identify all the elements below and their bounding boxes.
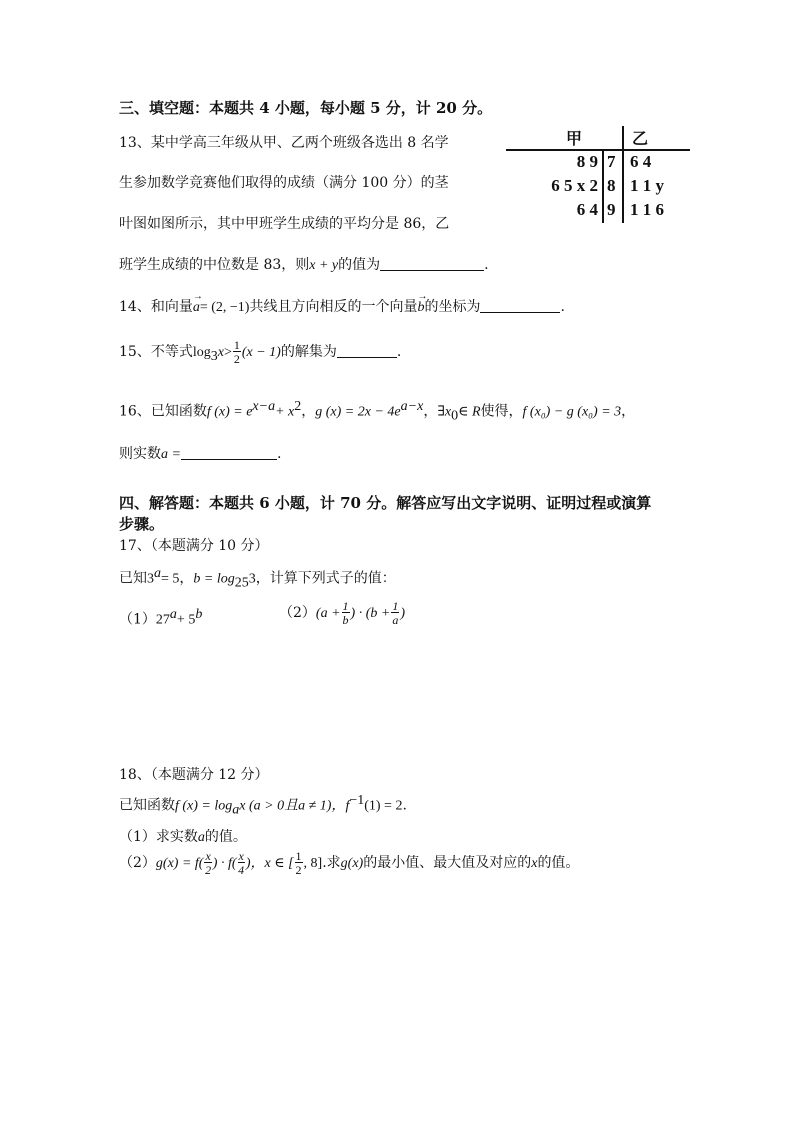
q14-end: . [560,299,565,315]
q18-given [119,793,407,818]
q15-post: 的解集为 [280,344,337,360]
vector-arrow-icon: → [417,291,428,302]
q17-part1-exp1: a [169,607,177,622]
stem-leaf-row3-right: 1 1 6 [630,200,664,219]
q13-line4-post: 的值为 [338,257,381,273]
q15-end: . [396,344,402,360]
q17-part2-fraction1: $\frac{1}{b}$ [342,599,349,627]
q18-part2-post-pre: .求 [322,855,341,871]
q18-part2-g: g(x) = f( [155,856,204,871]
stem-leaf-row2-right: 1 1 y [630,176,664,195]
q16-f-exp: x−a [252,399,276,414]
q15-var: x [217,345,224,360]
q18-part2-label: （2） [119,855,156,871]
q18-part1-post: 的值。 [204,829,247,845]
q13-line4-end: . [484,257,489,273]
q18-given-end: . [402,797,407,814]
q13-line4 [119,254,489,274]
q18-part2-fraction1: $\frac{x}{2}$ [205,849,212,877]
q16-answer-blank[interactable] [181,445,277,460]
q15-paren: (x − 1) [241,345,281,360]
q15-gt: > [223,345,232,360]
q18-part2-dot: ) · f( [212,856,237,871]
q16-line1: 16、已知函数f $(x) = e^{x-a}+ x^2$，g $(x) = 2x - 4e^{a-x}$，$\exists x_0\in$ R使得，f (x₀) − g (x₀) = 3， [119,399,636,424]
q17-given-post: 计算下列式子的值： [269,570,396,587]
stem-leaf-divider-right [622,126,624,223]
q16-f-tail-exp: 2 [294,399,302,414]
stem-leaf-row2-stem: 8 [607,176,616,195]
q18-given-inv-exp: −1 [349,793,365,808]
q14-mid: 共线且方向相反的一个向量 [249,299,418,315]
q17-title: 17、（本题满分 10 分） [119,538,269,554]
stem-leaf-header-right: 乙 [632,129,649,148]
stem-leaf-row1-right: 6 4 [630,152,652,171]
stem-leaf-row1-stem: 7 [607,152,616,171]
q17-eq2: b = log [193,571,235,587]
q18-title: 18、（本题满分 12 分） [119,767,269,783]
q15-line [119,339,401,365]
q13-line4-pre: 班学生成绩的中位数是 83，则 [119,257,310,273]
q14-vector-b: b → [417,291,428,315]
stem-leaf-row2-left: 6 5 x 2 [551,176,598,195]
q17-eq2-tail: 3， [248,571,270,587]
q17-part1-exp2: b [195,607,203,622]
q18-part2-post-end: 的值。 [537,855,580,871]
q18-part2-interval-fraction: $\frac{1}{2}$ [295,849,302,877]
q16-f-def: f (x) = e [206,404,253,420]
q13-line3: 叶图如图所示，其中甲班学生成绩的平均分是 86，乙 [119,216,450,232]
q14-vector-a: a → [192,291,203,315]
q16-f-tail: + x [275,404,295,420]
stem-leaf-plot [506,124,692,224]
q18-given-f: f (x) = log [175,798,233,814]
q17-part1-mid: + 5 [176,612,196,628]
q13-line2: 生参加数学竞赛他们取得的成绩（满分 100 分）的茎 [119,175,449,191]
q16-mid: 使得， [480,403,523,420]
section3-heading: 三、填空题：本题共 4 小题，每小题 5 分，计 20 分。 [119,99,493,117]
q16-end: . [276,446,282,462]
q17-part1-expr: 27 [155,612,170,628]
q16-pre: 16、已知函数 [119,403,207,420]
q17-eq1-exp: a [154,566,161,581]
q18-part2-x: x ∈ [ [264,856,294,871]
q18-given-pre: 已知函数 [119,797,175,814]
q15-pre: 15、不等式 [119,344,193,360]
stem-leaf-divider-left [602,149,604,223]
section4-heading-line1: 四、解答题：本题共 6 小题，计 70 分。解答应写出文字说明、证明过程或演算 [119,494,652,512]
q14-pre: 14、和向量 [119,299,193,315]
stem-leaf-row3-stem: 9 [607,200,616,219]
q16-exists-tail: ∈ R [458,404,481,420]
stem-leaf-row3-left: 6 4 [576,200,598,219]
q13-line1: 13、某中学高三年级从甲、乙两个班级各选出 8 名学 [119,135,449,151]
q16-exists: ∃x [437,404,452,420]
vector-arrow-icon: → [192,291,203,302]
q14-value: = (2, −1) [199,300,250,315]
q13-expression: x + y [309,258,339,273]
q17-part2 [279,600,405,626]
q17-given [119,566,396,591]
q18-given-inv-tail: (1) = 2 [364,798,403,814]
q18-part2-interval-tail: , 8] [303,856,323,871]
q17-part2-mid: ) · (b + [350,606,391,621]
q18-part2-fraction2: $\frac{x}{4}$ [238,849,245,877]
q18-part2-post-g: g(x) [340,856,364,871]
q17-part1-label: （1） [119,611,156,628]
q13-answer-blank[interactable] [380,256,484,271]
q17-eq1: 3 [147,571,154,587]
stem-leaf-row1-left: 8 9 [576,152,598,171]
q16-line2-pre: 则实数 [119,446,161,462]
q18-part2-post-x: x [531,856,538,871]
q16-line2-var: a = [161,447,181,462]
q17-part1 [119,607,202,629]
q15-fraction: $\frac{1}{2}$ [233,338,240,366]
q14-answer-blank[interactable] [480,298,560,313]
stem-leaf-header-left: 甲 [566,129,583,148]
q17-part2-close: ) [400,606,405,621]
q18-part2-post-mid: 的最小值、最大值及对应的 [363,855,532,871]
q16-g-exp: a−x [400,399,424,414]
q18-given-f-sub: a [232,802,240,818]
q18-given-inv: f [345,798,350,814]
q18-part2 [119,850,579,876]
q16-line2 [119,443,281,463]
q18-part2-close: )， [245,856,265,871]
q16-g-def: g (x) = 2x − 4e [315,404,401,420]
q15-log-base: 3 [210,348,218,364]
q17-given-pre: 已知 [119,570,147,587]
q18-part1-var: a [197,830,205,845]
q17-part2-label: （2） [279,605,316,621]
q15-answer-blank[interactable] [337,343,397,358]
q18-part1 [119,826,247,846]
stem-leaf-header-rule [506,149,690,151]
q16-exists-sub: 0 [451,408,459,424]
q18-part1-text: （1）求实数 [119,829,198,845]
q18-given-f-tail: x (a > 0且a ≠ 1)， [239,798,346,814]
q17-eq1-tail: = 5， [161,571,194,587]
q14-post: 的坐标为 [424,299,481,315]
q16-eq: f (x₀) − g (x₀) = 3 [522,404,622,420]
q17-part2-fraction2: $\frac{1}{a}$ [392,599,399,627]
q17-eq2-sub: 25 [234,575,249,591]
q14-line [119,291,565,316]
q17-part2-open: (a + [315,606,341,621]
q15-log: log [192,345,211,360]
section4-heading-line2: 步骤。 [119,515,165,533]
